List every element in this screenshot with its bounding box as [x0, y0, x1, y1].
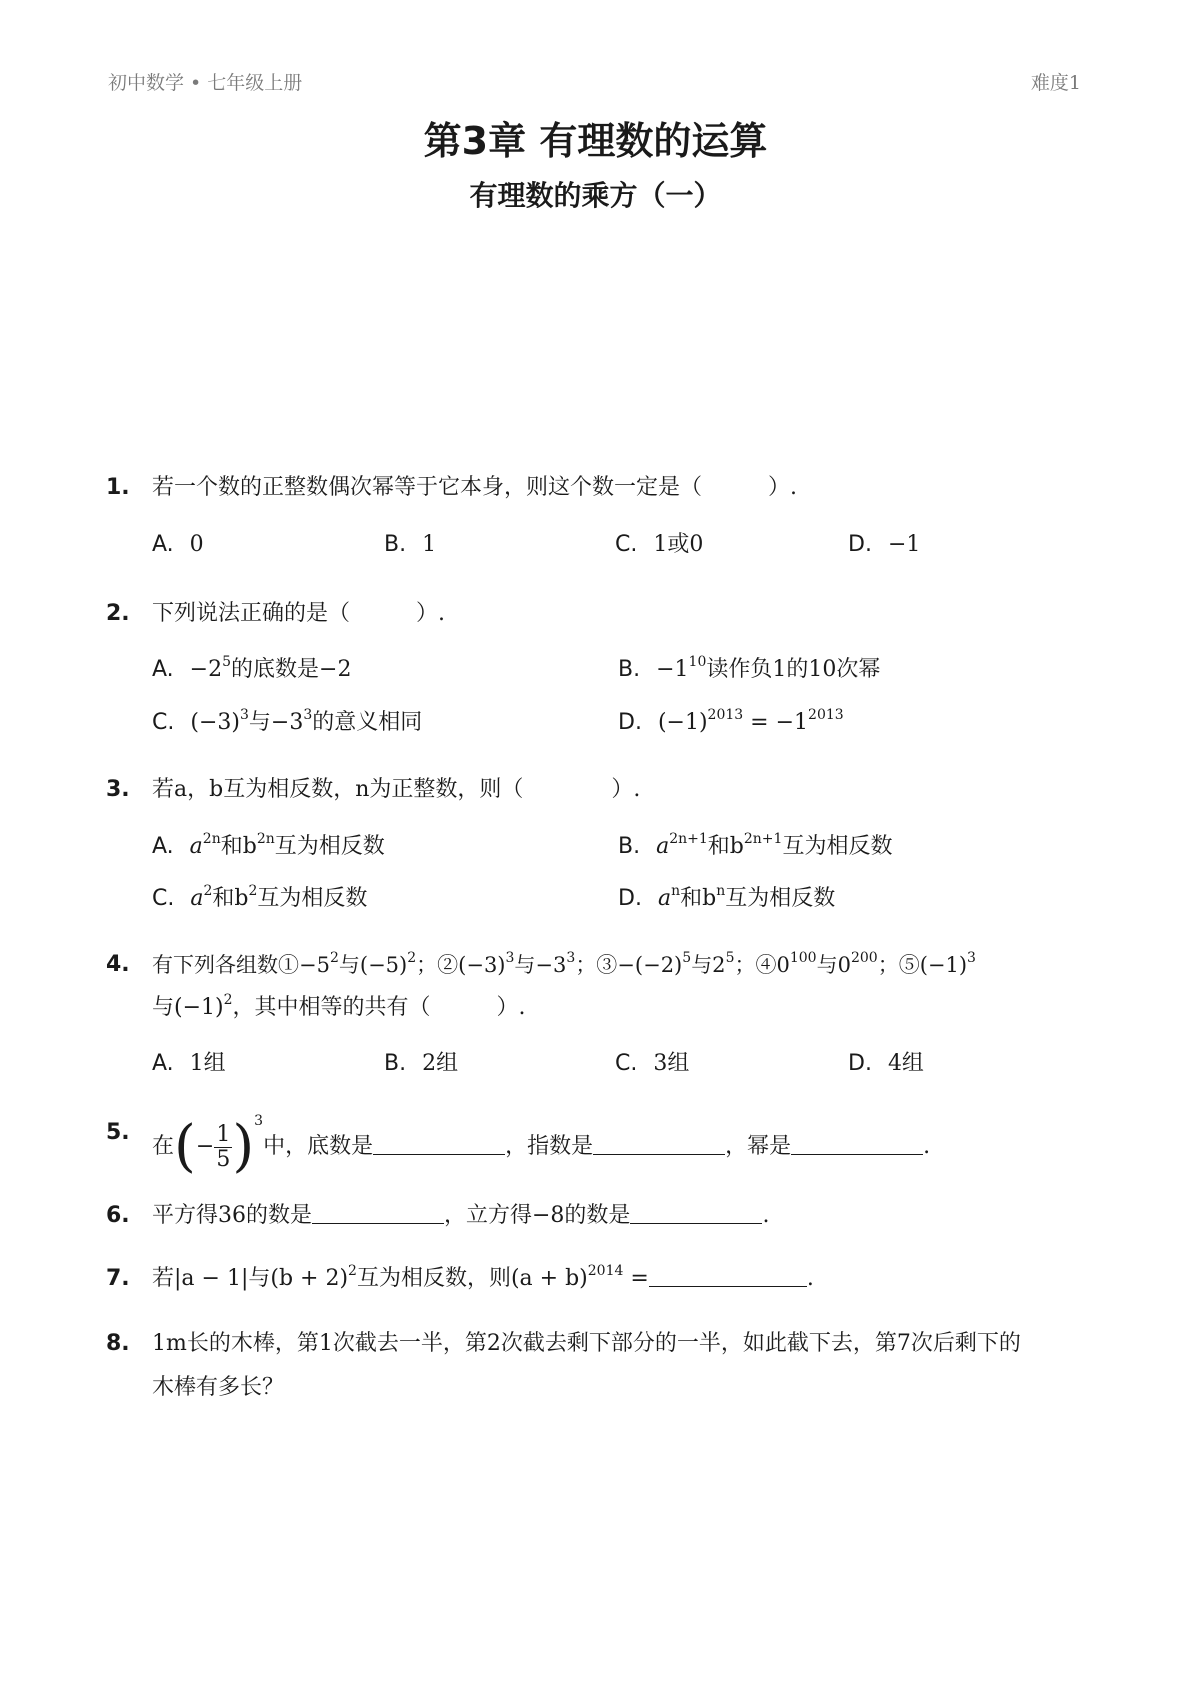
question-5-stem [152, 1112, 930, 1182]
stem-text: 与(−1) [152, 995, 224, 1020]
exponent: 3 [967, 950, 976, 966]
exponent: 2 [329, 950, 339, 966]
option-text: 互为相反数 [782, 834, 893, 859]
question-4-option-c [615, 1049, 689, 1079]
question-3-stem: 若a，b互为相反数，n为正整数，则（ ）. [152, 777, 641, 802]
option-text: 与−3 [248, 710, 304, 735]
stem-text: 若|a − 1|与(b + 2) [152, 1266, 349, 1291]
stem-text: ；②(−3) [416, 953, 506, 977]
option-text: 3组 [653, 1051, 690, 1076]
option-text: 0 [189, 532, 204, 557]
exponent: 5 [222, 654, 232, 670]
question-4-stem-line1 [152, 950, 976, 980]
option-text: 读作负1的10次幂 [706, 657, 881, 682]
option-text: 和b [707, 834, 744, 859]
answer-blank[interactable] [791, 1134, 923, 1155]
exponent: 3 [239, 707, 249, 723]
exponent: 2 [348, 1263, 357, 1279]
stem-text: − [195, 1134, 215, 1159]
option-text: −2 [189, 657, 223, 682]
header-course: 初中数学 • 七年级上册 [108, 72, 303, 94]
chapter-title: 第3章 有理数的运算 [423, 119, 768, 163]
stem-text: ，立方得−8的数是 [444, 1203, 631, 1228]
option-text: = −1 [743, 710, 809, 735]
exponent: 3 [505, 950, 515, 966]
option-text: 1组 [189, 1051, 226, 1076]
option-letter: B. [618, 834, 641, 859]
exponent: 2n [202, 831, 221, 847]
variable: a [656, 834, 670, 859]
question-6-number: 6. [106, 1203, 130, 1228]
question-2-option-d [618, 708, 844, 738]
stem-text: . [762, 1203, 770, 1228]
question-2-number: 2. [106, 601, 130, 626]
exponent: 2 [223, 992, 233, 1008]
stem-text: 在 [152, 1134, 175, 1159]
header-difficulty: 难度1 [1030, 72, 1081, 94]
option-letter: C. [615, 532, 638, 557]
question-1-option-c [615, 530, 703, 560]
variable: a [189, 834, 203, 859]
option-text: 的意义相同 [312, 710, 423, 735]
question-3-option-c [152, 884, 367, 914]
stem-text: ；⑤(−1) [877, 953, 968, 977]
stem-text: . [806, 1266, 814, 1291]
answer-blank[interactable] [593, 1134, 725, 1155]
stem-text: 与−3 [514, 953, 567, 977]
question-1-option-d [848, 530, 920, 560]
question-1-stem: 若一个数的正整数偶次幂等于它本身，则这个数一定是（ ）. [152, 475, 797, 500]
question-1-option-b [384, 530, 436, 560]
question-5-number: 5. [106, 1120, 130, 1145]
exponent: n [671, 883, 681, 899]
fraction-numerator: 1 [216, 1121, 231, 1147]
option-letter: C. [152, 710, 175, 735]
answer-blank[interactable] [649, 1266, 807, 1287]
question-7-number: 7. [106, 1266, 130, 1291]
exponent: 10 [688, 654, 707, 670]
stem-text: 与0 [816, 953, 851, 977]
question-2-option-c [152, 708, 422, 738]
stem-text: ，幂是 [725, 1134, 792, 1159]
question-3-number: 3. [106, 777, 130, 802]
option-text: 和b [220, 834, 257, 859]
exponent: 2n+1 [669, 831, 708, 847]
option-text: −1 [656, 657, 689, 682]
option-letter: A. [152, 532, 174, 557]
option-text: 4组 [887, 1051, 924, 1076]
option-text: 互为相反数 [725, 886, 836, 911]
option-text: (−3) [190, 710, 240, 735]
exponent: 3 [566, 950, 576, 966]
option-letter: A. [152, 657, 174, 682]
question-2-option-b [618, 655, 880, 685]
exponent: 2013 [707, 707, 744, 723]
option-text: 和b [212, 886, 249, 911]
question-4-option-d [848, 1049, 924, 1079]
option-text: 2组 [422, 1051, 459, 1076]
left-paren: ( [174, 1114, 196, 1179]
exponent: n [716, 883, 726, 899]
exponent: 2 [203, 883, 213, 899]
answer-blank[interactable] [630, 1203, 762, 1224]
stem-text: 互为相反数，则(a + b) [356, 1266, 588, 1291]
option-letter: C. [152, 886, 175, 911]
section-subtitle: 有理数的乘方（一） [469, 179, 722, 212]
variable: a [190, 886, 204, 911]
stem-text: . [923, 1134, 931, 1159]
option-text: 和b [680, 886, 717, 911]
option-letter: C. [615, 1051, 638, 1076]
question-3-option-d [618, 884, 835, 914]
option-letter: D. [618, 710, 642, 735]
answer-blank[interactable] [373, 1134, 505, 1155]
option-letter: A. [152, 1051, 174, 1076]
question-8-stem-line1: 1m长的木棒，第1次截去一半，第2次截去剩下部分的一半，如此截下去，第7次后剩下的 [152, 1331, 1021, 1356]
question-8-number: 8. [106, 1331, 130, 1356]
option-text: 的底数是−2 [231, 657, 352, 682]
exponent: 200 [850, 950, 878, 966]
exponent: 100 [789, 950, 817, 966]
exponent: 3 [254, 1113, 264, 1129]
exponent: 2014 [587, 1263, 624, 1279]
option-text: 互为相反数 [257, 886, 368, 911]
exponent: 5 [725, 950, 735, 966]
stem-text: 与(−5) [338, 953, 408, 977]
stem-text: 有下列各组数①−5 [152, 953, 330, 977]
fraction-denominator: 5 [216, 1146, 231, 1172]
question-3-option-a [152, 832, 385, 862]
exponent: 2013 [808, 707, 844, 723]
question-1-option-a [152, 530, 204, 560]
question-6-stem [152, 1201, 769, 1231]
stem-text: = [623, 1266, 649, 1291]
exponent: 5 [682, 950, 692, 966]
right-paren: ) [232, 1114, 255, 1179]
fraction [214, 1123, 232, 1172]
stem-text: ；④0 [734, 953, 790, 977]
exponent: 2n [256, 831, 275, 847]
option-text: 1或0 [653, 532, 704, 557]
option-text: 互为相反数 [274, 834, 385, 859]
question-3-option-b [618, 832, 892, 862]
option-letter: D. [848, 1051, 872, 1076]
question-7-stem [152, 1264, 814, 1294]
option-letter: A. [152, 834, 174, 859]
question-4-number: 4. [106, 952, 130, 977]
exponent: 2n+1 [743, 831, 783, 847]
stem-text: 中，底数是 [263, 1134, 374, 1159]
option-letter: B. [384, 1051, 407, 1076]
option-letter: D. [848, 532, 872, 557]
question-4-stem-line2 [152, 993, 526, 1023]
stem-text: 与2 [691, 953, 726, 977]
variable: a [657, 886, 672, 911]
option-text: 1 [422, 532, 437, 557]
exponent: 2 [248, 883, 258, 899]
option-text: −1 [887, 532, 921, 557]
question-8-stem-line2: 木棒有多长？ [152, 1375, 285, 1400]
answer-blank[interactable] [312, 1203, 444, 1224]
stem-text: ，指数是 [505, 1134, 594, 1159]
option-letter: B. [384, 532, 407, 557]
question-2-stem: 下列说法正确的是（ ）. [152, 601, 445, 626]
stem-text: ，其中相等的共有（ ）. [232, 995, 526, 1020]
question-1-number: 1. [106, 475, 130, 500]
option-letter: D. [618, 886, 642, 911]
stem-text: 平方得36的数是 [152, 1203, 312, 1228]
exponent: 3 [303, 707, 313, 723]
stem-text: ；③−(−2) [575, 953, 683, 977]
exponent: 2 [407, 950, 417, 966]
option-letter: B. [618, 657, 641, 682]
question-2-option-a [152, 655, 351, 685]
option-text: (−1) [657, 710, 708, 735]
question-4-option-b [384, 1049, 458, 1079]
question-4-option-a [152, 1049, 226, 1079]
